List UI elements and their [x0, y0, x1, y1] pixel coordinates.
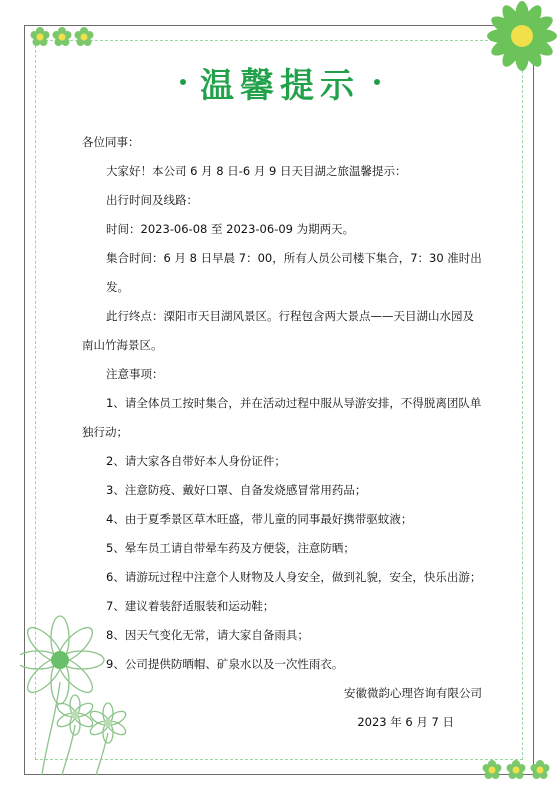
- note-item: 7、建议着装舒适服装和运动鞋；: [106, 599, 275, 613]
- title-dot-right: [374, 79, 380, 85]
- daisy-flower-icon: [531, 760, 550, 779]
- daisy-flower-icon: [507, 760, 526, 779]
- note-item: 2、请大家各自带好本人身份证件；: [106, 454, 286, 468]
- destination-line: 此行终点：溧阳市天目湖风景区。行程包含两大景点——天目湖山水园及: [106, 309, 474, 323]
- note-item: 1、请全体员工按时集合，并在活动过程中服从导游安排，不得脱离团队单: [106, 396, 482, 410]
- note-item: 3、注意防疫、戴好口罩、自备发烧感冒常用药品；: [106, 483, 367, 497]
- note-item: 4、由于夏季景区草木旺盛，带儿童的同事最好携带驱蚊液；: [106, 512, 413, 526]
- daisy-cluster-bottom-right: [480, 758, 556, 782]
- note-item-continued: 独行动；: [82, 425, 128, 439]
- gather-line: 集合时间：6 月 8 日早晨 7：00，所有人员公司楼下集合，7：30 准时出发。: [106, 251, 482, 294]
- destination-line-continued: 南山竹海景区。: [82, 338, 163, 352]
- daisy-cluster-top-left: [28, 24, 98, 50]
- notes-heading: 注意事项：: [106, 367, 164, 381]
- daisy-flower-icon: [75, 27, 94, 46]
- title-row: [0, 62, 560, 106]
- time-line: 时间：2023-06-08 至 2023-06-09 为期两天。: [106, 222, 355, 236]
- page-title: 温馨提示: [200, 65, 360, 106]
- daisy-flower-icon: [31, 27, 50, 46]
- notice-body: [82, 128, 482, 737]
- greeting: 各位同事：: [82, 135, 140, 149]
- note-item: 8、因天气变化无常，请大家自备雨具；: [106, 628, 309, 642]
- intro-line: 大家好！本公司 6 月 8 日-6 月 9 日天目湖之旅温馨提示：: [106, 164, 407, 178]
- company-signature: 安徽微韵心理咨询有限公司: [344, 686, 482, 700]
- daisy-flower-icon: [483, 760, 502, 779]
- route-heading: 出行时间及线路：: [106, 193, 198, 207]
- note-item: 6、请游玩过程中注意个人财物及人身安全，做到礼貌，安全，快乐出游；: [106, 570, 482, 584]
- note-item: 5、晕车员工请自带晕车药及方便袋，注意防晒；: [106, 541, 355, 555]
- daisy-flower-icon: [53, 27, 72, 46]
- title-dot-left: [180, 79, 186, 85]
- note-item: 9、公司提供防晒帽、矿泉水以及一次性雨衣。: [106, 657, 344, 671]
- signature-date: 2023 年 6 月 7 日: [357, 715, 454, 729]
